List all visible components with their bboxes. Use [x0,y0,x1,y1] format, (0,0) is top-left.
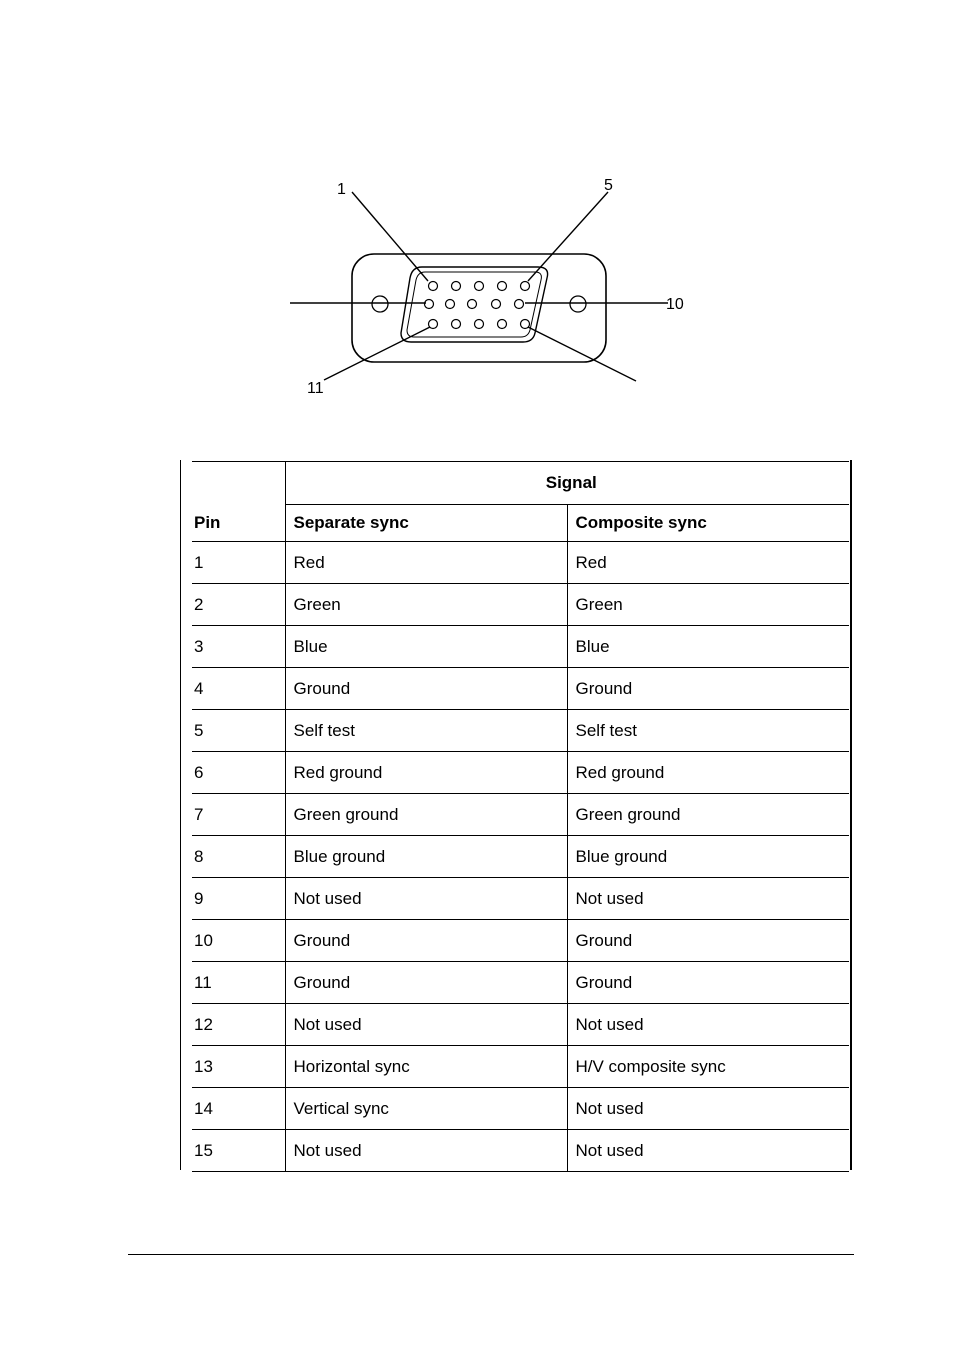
column-header-separate-sync: Separate sync [285,505,567,542]
composite-sync-cell: Not used [567,1004,849,1046]
composite-sync-cell: Red ground [567,752,849,794]
composite-sync-cell: Ground [567,668,849,710]
footer-rule [128,1254,854,1255]
separate-sync-cell: Ground [285,668,567,710]
pin-3 [475,282,484,291]
table-row [192,920,849,962]
separate-sync-cell: Self test [285,710,567,752]
pin-6 [425,300,434,309]
pin-number-cell: 10 [192,920,285,962]
table-row [192,1004,849,1046]
table-group-header-row [192,462,849,505]
pin-12 [452,320,461,329]
separate-sync-cell: Blue ground [285,836,567,878]
pin-1 [429,282,438,291]
mounting-hole-right [570,296,586,312]
leader-line-pin-1 [352,192,428,281]
pin-8 [468,300,477,309]
composite-sync-cell: Green [567,584,849,626]
leader-line-pin-15 [528,327,636,381]
table-row [192,878,849,920]
table-row [192,668,849,710]
pin-label-11: 11 [307,380,324,397]
composite-sync-cell: Red [567,542,849,584]
table-row [192,1046,849,1088]
pin-7 [446,300,455,309]
table-row [192,962,849,1004]
table-right-border [850,460,852,1170]
mounting-hole-left [372,296,388,312]
table-header-spacer [192,462,285,505]
separate-sync-cell: Blue [285,626,567,668]
table-row [192,626,849,668]
composite-sync-cell: Not used [567,878,849,920]
pin-9 [492,300,501,309]
pin-number-cell: 13 [192,1046,285,1088]
pin-number-cell: 15 [192,1130,285,1172]
pin-5 [521,282,530,291]
table-row [192,794,849,836]
pin-label-10: 10 [666,296,684,313]
pin-number-cell: 14 [192,1088,285,1130]
pin-label-5: 5 [604,177,613,194]
pin-10 [515,300,524,309]
composite-sync-cell: Not used [567,1130,849,1172]
separate-sync-cell: Not used [285,878,567,920]
vga-connector-diagram [280,170,684,410]
composite-sync-cell: Ground [567,920,849,962]
pin-label-1: 1 [337,181,346,198]
pin-number-cell: 2 [192,584,285,626]
pin-14 [498,320,507,329]
separate-sync-cell: Ground [285,920,567,962]
separate-sync-cell: Ground [285,962,567,1004]
pin-number-cell: 11 [192,962,285,1004]
composite-sync-cell: H/V composite sync [567,1046,849,1088]
separate-sync-cell: Not used [285,1130,567,1172]
table-row [192,1088,849,1130]
composite-sync-cell: Blue [567,626,849,668]
separate-sync-cell: Not used [285,1004,567,1046]
pin-number-cell: 7 [192,794,285,836]
leader-line-pin-5 [528,192,608,281]
separate-sync-cell: Green ground [285,794,567,836]
pin-number-cell: 3 [192,626,285,668]
table-row [192,710,849,752]
pin-4 [498,282,507,291]
table-row [192,542,849,584]
separate-sync-cell: Red ground [285,752,567,794]
pin-number-cell: 12 [192,1004,285,1046]
pin-number-cell: 8 [192,836,285,878]
table-row [192,836,849,878]
table-row [192,752,849,794]
pin-2 [452,282,461,291]
table-column-header-row [192,505,849,542]
pin-assignment-table [192,461,849,1172]
leader-line-pin-11 [324,327,430,380]
separate-sync-cell: Red [285,542,567,584]
pin-number-cell: 9 [192,878,285,920]
separate-sync-cell: Green [285,584,567,626]
table-row [192,584,849,626]
column-header-composite-sync: Composite sync [567,505,849,542]
separate-sync-cell: Vertical sync [285,1088,567,1130]
pin-number-cell: 4 [192,668,285,710]
composite-sync-cell: Green ground [567,794,849,836]
signal-group-header: Signal [285,462,849,505]
pin-grid [425,282,530,329]
table-left-border [180,460,181,1170]
pin-number-cell: 5 [192,710,285,752]
connector-shell [352,254,606,362]
composite-sync-cell: Self test [567,710,849,752]
pin-number-cell: 1 [192,542,285,584]
table-row [192,1130,849,1172]
pin-number-cell: 6 [192,752,285,794]
pin-13 [475,320,484,329]
separate-sync-cell: Horizontal sync [285,1046,567,1088]
composite-sync-cell: Not used [567,1088,849,1130]
composite-sync-cell: Blue ground [567,836,849,878]
composite-sync-cell: Ground [567,962,849,1004]
column-header-pin: Pin [194,512,221,532]
